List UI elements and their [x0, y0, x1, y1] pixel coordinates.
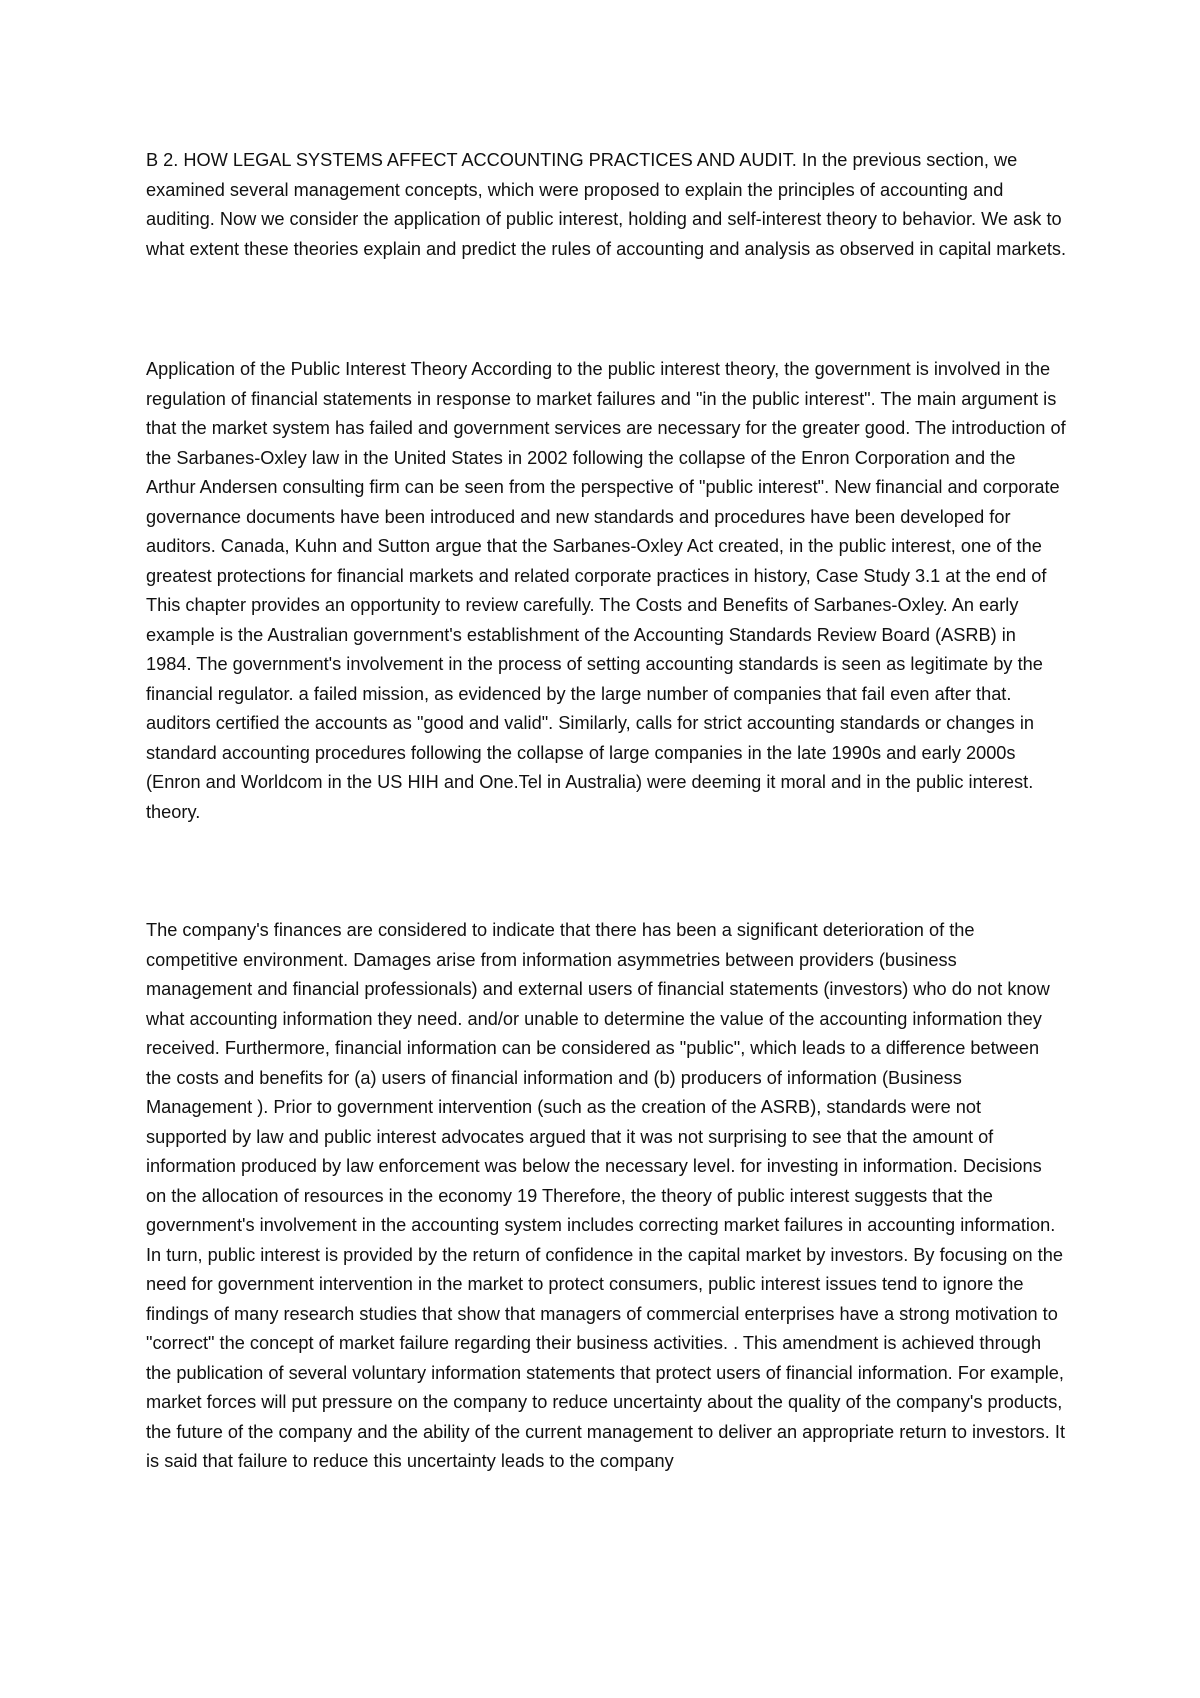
paragraph-public-interest-theory: Application of the Public Interest Theory According to the public interest theory, the government is involved in the regulation of financial statements in response to market failures and "in the public interest". The main argument is that the market system has failed and government services are necessary for the greater good. The introduction of the Sarbanes-Oxley law in the United States in 2002 following the collapse of the Enron Corporation and the Arthur Andersen consulting firm can be seen from the perspective of "public interest". New financial and corporate governance documents have been introduced and new standards and procedures have been developed for auditors. Canada, Kuhn and Sutton argue that the Sarbanes-Oxley Act created, in the public interest, one of the greatest protections for financial markets and related corporate practices in history, Case Study 3.1 at the end of This chapter provides an opportunity to review carefully. The Costs and Benefits of Sarbanes-Oxley. An early example is the Australian government's establishment of the Accounting Standards Review Board (ASRB) in 1984. The government's involvement in the process of setting accounting standards is seen as legitimate by the financial regulator. a failed mission, as evidenced by the large number of companies that fail even after that. auditors certified the accounts as "good and valid". Similarly, calls for strict accounting standards or changes in standard accounting procedures following the collapse of large companies in the late 1990s and early 2000s (Enron and Worldcom in the US HIH and One.Tel in Australia) were deeming it moral and in the public interest. theory. — [146, 359, 1066, 822]
paragraph-company-finances: The company's finances are considered to indicate that there has been a significant deterioration of the competitive environment. Damages arise from information asymmetries between providers (business management and financial professionals) and external users of financial statements (investors) who do not know what accounting information they need. and/or unable to determine the value of the accounting information they received. Furthermore, financial information can be considered as "public", which leads to a difference between the costs and benefits for (a) users of financial information and (b) producers of information (Business Management ). Prior to government intervention (such as the creation of the ASRB), standards were not supported by law and public interest advocates argued that it was not surprising to see that the amount of information produced by law enforcement was below the necessary level. for investing in information. Decisions on the allocation of resources in the economy 19 Therefore, the theory of public interest suggests that the government's involvement in the accounting system includes correcting market failures in accounting information. In turn, public interest is provided by the return of confidence in the capital market by investors. By focusing on the need for government intervention in the market to protect consumers, public interest issues tend to ignore the findings of many research studies that show that managers of commercial enterprises have a strong motivation to "correct" the concept of market failure regarding their business activities. . This amendment is achieved through the publication of several voluntary information statements that protect users of financial information. For example, market forces will put pressure on the company to reduce uncertainty about the quality of the company's products, the future of the company and the ability of the current management to deliver an appropriate return to investors. It is said that failure to reduce this uncertainty leads to the company — [146, 920, 1065, 1471]
paragraph-intro: B 2. HOW LEGAL SYSTEMS AFFECT ACCOUNTING PRACTICES AND AUDIT. In the previous section, we examined several management concepts, which were proposed to explain the principles of accounting and auditing. Now we consider the application of public interest, holding and self-interest theory to behavior. We ask to what extent these theories explain and predict the rules of accounting and analysis as observed in capital markets. — [146, 150, 1067, 259]
